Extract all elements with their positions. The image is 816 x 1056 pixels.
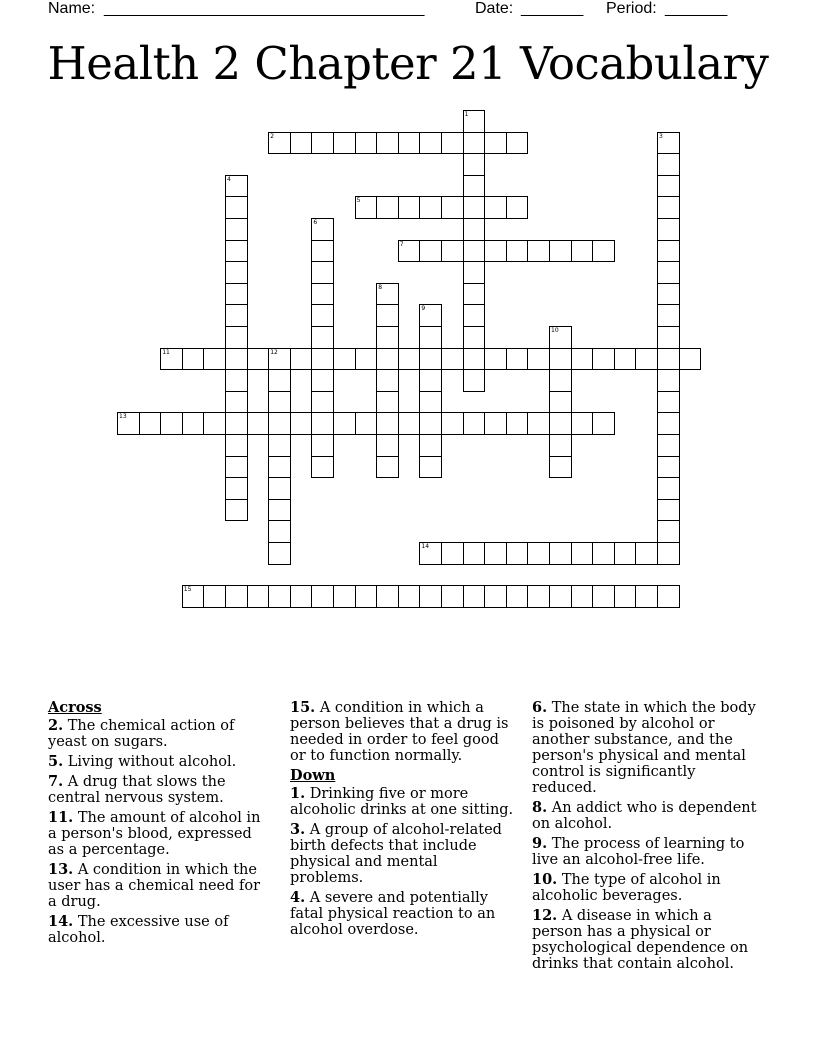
grid-cell[interactable] [225, 196, 248, 219]
down-heading: Down [290, 767, 336, 784]
grid-cell[interactable] [225, 218, 248, 241]
grid-cell[interactable] [376, 304, 399, 327]
grid-cell[interactable] [311, 434, 334, 457]
grid-cell[interactable] [484, 132, 507, 155]
grid-cell[interactable] [376, 434, 399, 457]
clue-down-4: 4. A severe and potentially fatal physical reaction to an alcohol overdose. [290, 889, 496, 938]
grid-cell[interactable] [549, 348, 572, 371]
grid-cell[interactable] [484, 240, 507, 263]
clue-across-2: 2. The chemical action of yeast on sugars. [48, 717, 235, 750]
grid-cell[interactable] [398, 132, 421, 155]
grid-cell[interactable] [463, 261, 486, 284]
grid-cell[interactable] [441, 348, 464, 371]
grid-cell[interactable] [506, 542, 529, 565]
grid-cell[interactable] [268, 520, 291, 543]
grid-cell[interactable] [484, 585, 507, 608]
grid-cell[interactable] [549, 585, 572, 608]
grid-cell[interactable] [268, 412, 291, 435]
grid-cell[interactable] [419, 369, 442, 392]
grid-cell[interactable] [657, 542, 680, 565]
grid-cell[interactable] [484, 196, 507, 219]
grid-cell[interactable] [657, 283, 680, 306]
grid-cell[interactable] [182, 348, 205, 371]
grid-cell[interactable] [592, 542, 615, 565]
grid-cell[interactable] [182, 412, 205, 435]
cell-number: 10 [551, 327, 559, 334]
clue-down-9: 9. The process of learning to live an alcohol-free life. [532, 835, 745, 868]
clue-down-1: 1. Drinking five or more alcoholic drinks at one sitting. [290, 785, 514, 818]
grid-cell[interactable] [506, 240, 529, 263]
grid-cell[interactable] [463, 153, 486, 176]
grid-cell[interactable] [463, 369, 486, 392]
grid-cell[interactable] [225, 412, 248, 435]
grid-cell[interactable] [225, 326, 248, 349]
cell-number: 1 [464, 111, 469, 118]
grid-cell[interactable] [657, 304, 680, 327]
grid-cell[interactable] [657, 348, 680, 371]
grid-cell[interactable] [268, 499, 291, 522]
grid-cell[interactable] [549, 326, 572, 349]
grid-cell[interactable] [203, 412, 226, 435]
grid-cell[interactable] [355, 132, 378, 155]
grid-cell[interactable] [463, 110, 486, 133]
grid-cell[interactable] [549, 240, 572, 263]
cell-number: 11 [162, 348, 170, 356]
grid-cell[interactable] [333, 585, 356, 608]
grid-cell[interactable] [463, 304, 486, 327]
middle-clues-column [290, 700, 515, 942]
grid-cell[interactable] [549, 412, 572, 435]
across-clues-column [48, 700, 270, 950]
cell-number: 6 [313, 219, 318, 226]
grid-cell[interactable] [657, 196, 680, 219]
grid-cell[interactable] [506, 412, 529, 435]
grid-cell[interactable] [657, 585, 680, 608]
period-line[interactable]: _______ [665, 0, 728, 17]
grid-cell[interactable] [355, 196, 378, 219]
grid-cell[interactable] [527, 240, 550, 263]
grid-cell[interactable] [614, 348, 637, 371]
grid-cell[interactable] [311, 132, 334, 155]
grid-cell[interactable] [311, 348, 334, 371]
grid-cell[interactable] [225, 499, 248, 522]
cell-number: 7 [399, 240, 404, 248]
cell-number: 13 [119, 413, 127, 421]
period-label: Period: [606, 0, 657, 17]
clue-down-6: 6. The state in which the body is poisoned by alcohol or another substance, and the person's physical and mental control is significantly reduced. [532, 699, 756, 796]
down-clues-column [532, 700, 764, 976]
grid-cell[interactable] [333, 348, 356, 371]
grid-cell[interactable] [419, 326, 442, 349]
grid-cell[interactable] [657, 261, 680, 284]
grid-cell[interactable] [376, 585, 399, 608]
grid-cell[interactable] [419, 391, 442, 414]
clue-down-3: 3. A group of alcohol-related birth defects that include physical and mental problems. [290, 821, 502, 886]
cell-number: 15 [183, 586, 192, 594]
grid-cell[interactable] [549, 542, 572, 565]
grid-cell[interactable] [225, 304, 248, 327]
grid-cell[interactable] [225, 585, 248, 608]
clue-down-8: 8. An addict who is dependent on alcohol. [532, 799, 757, 832]
grid-cell[interactable] [657, 499, 680, 522]
grid-cell[interactable] [225, 391, 248, 414]
grid-cell[interactable] [441, 412, 464, 435]
grid-cell[interactable] [333, 132, 356, 155]
grid-cell[interactable] [398, 585, 421, 608]
grid-cell[interactable] [549, 456, 572, 479]
grid-cell[interactable] [441, 585, 464, 608]
grid-cell[interactable] [635, 542, 658, 565]
grid-cell[interactable] [419, 240, 442, 263]
date-line[interactable]: _______ [521, 0, 584, 17]
grid-cell[interactable] [419, 304, 442, 327]
grid-cell[interactable] [376, 196, 399, 219]
grid-cell[interactable] [225, 240, 248, 263]
grid-cell[interactable] [419, 542, 442, 565]
grid-cell[interactable] [463, 218, 486, 241]
grid-cell[interactable] [311, 585, 334, 608]
grid-cell[interactable] [268, 434, 291, 457]
grid-cell[interactable] [398, 412, 421, 435]
grid-cell[interactable] [311, 240, 334, 263]
grid-cell[interactable] [592, 412, 615, 435]
grid-cell[interactable] [657, 456, 680, 479]
cell-number: 5 [356, 197, 361, 205]
grid-cell[interactable] [160, 412, 183, 435]
grid-cell[interactable] [657, 132, 680, 155]
grid-cell[interactable] [268, 477, 291, 500]
grid-cell[interactable] [592, 585, 615, 608]
grid-cell[interactable] [311, 391, 334, 414]
grid-cell[interactable] [463, 175, 486, 198]
grid-cell[interactable] [311, 261, 334, 284]
grid-cell[interactable] [657, 240, 680, 263]
name-line[interactable]: ____________________________________ [104, 0, 425, 17]
grid-cell[interactable] [203, 348, 226, 371]
cell-number: 12 [270, 348, 278, 356]
grid-cell[interactable] [225, 261, 248, 284]
cell-number: 8 [378, 283, 383, 291]
grid-cell[interactable] [441, 542, 464, 565]
grid-cell[interactable] [376, 348, 399, 371]
clue-down-12: 12. A disease in which a person has a physical or psychological dependence on drinks that contain alcohol. [532, 907, 749, 972]
grid-cell[interactable] [290, 585, 313, 608]
grid-cell[interactable] [376, 283, 399, 306]
cell-number: 4 [227, 175, 231, 183]
grid-cell[interactable] [398, 240, 421, 263]
grid-cell[interactable] [527, 412, 550, 435]
grid-cell[interactable] [182, 585, 205, 608]
page-title: Health 2 Chapter 21 Vocabulary [47, 37, 769, 90]
clue-across-11: 11. The amount of alcohol in a person's blood, expressed as a percentage. [48, 809, 261, 858]
grid-cell[interactable] [225, 477, 248, 500]
grid-cell[interactable] [311, 218, 334, 241]
grid-cell[interactable] [333, 412, 356, 435]
grid-cell[interactable] [549, 434, 572, 457]
cell-number: 14 [421, 543, 430, 550]
date-label: Date: [475, 0, 514, 17]
grid-cell[interactable] [355, 412, 378, 435]
grid-cell[interactable] [419, 434, 442, 457]
grid-cell[interactable] [311, 369, 334, 392]
grid-cell[interactable] [311, 326, 334, 349]
grid-cell[interactable] [290, 348, 313, 371]
grid-cell[interactable] [419, 196, 442, 219]
grid-cell[interactable] [441, 196, 464, 219]
grid-cell[interactable] [679, 348, 702, 371]
grid-cell[interactable] [463, 283, 486, 306]
grid-cell[interactable] [506, 196, 529, 219]
clue-across-7: 7. A drug that slows the central nervous system. [48, 773, 226, 806]
grid-cell[interactable] [398, 348, 421, 371]
grid-cell[interactable] [247, 585, 270, 608]
grid-cell[interactable] [549, 369, 572, 392]
grid-cell[interactable] [657, 153, 680, 176]
grid-cell[interactable] [484, 412, 507, 435]
grid-cell[interactable] [592, 240, 615, 263]
grid-cell[interactable] [247, 412, 270, 435]
name-label: Name: [48, 0, 96, 17]
grid-cell[interactable] [419, 348, 442, 371]
grid-cell[interactable] [225, 348, 248, 371]
grid-cell[interactable] [225, 283, 248, 306]
grid-cell[interactable] [441, 240, 464, 263]
grid-cell[interactable] [419, 585, 442, 608]
grid-cell[interactable] [225, 369, 248, 392]
grid-cell[interactable] [311, 304, 334, 327]
grid-cell[interactable] [376, 391, 399, 414]
grid-cell[interactable] [463, 196, 486, 219]
grid-cell[interactable] [484, 542, 507, 565]
grid-cell[interactable] [463, 348, 486, 371]
grid-cell[interactable] [506, 585, 529, 608]
grid-cell[interactable] [268, 585, 291, 608]
grid-cell[interactable] [419, 412, 442, 435]
grid-cell[interactable] [160, 348, 183, 371]
cell-number: 9 [421, 305, 426, 313]
grid-cell[interactable] [268, 369, 291, 392]
grid-cell[interactable] [463, 132, 486, 155]
grid-cell[interactable] [268, 542, 291, 565]
grid-cell[interactable] [571, 542, 594, 565]
grid-cell[interactable] [419, 132, 442, 155]
grid-cell[interactable] [225, 456, 248, 479]
cell-number: 2 [270, 132, 275, 140]
grid-cell[interactable] [225, 175, 248, 198]
grid-cell[interactable] [376, 326, 399, 349]
grid-cell[interactable] [139, 412, 162, 435]
grid-cell[interactable] [311, 283, 334, 306]
across-heading: Across [48, 699, 102, 716]
grid-cell[interactable] [463, 240, 486, 263]
grid-cell[interactable] [506, 132, 529, 155]
clue-down-10: 10. The type of alcohol in alcoholic beverages. [532, 871, 721, 904]
grid-cell[interactable] [635, 585, 658, 608]
grid-cell[interactable] [657, 412, 680, 435]
grid-cell[interactable] [571, 348, 594, 371]
grid-cell[interactable] [117, 412, 140, 435]
clue-across-5: 5. Living without alcohol. [48, 753, 237, 770]
clue-across-14: 14. The excessive use of alcohol. [48, 913, 229, 946]
grid-cell[interactable] [225, 434, 248, 457]
grid-cell[interactable] [463, 326, 486, 349]
grid-cell[interactable] [419, 456, 442, 479]
grid-cell[interactable] [376, 132, 399, 155]
grid-cell[interactable] [268, 456, 291, 479]
grid-cell[interactable] [311, 456, 334, 479]
grid-cell[interactable] [657, 369, 680, 392]
grid-cell[interactable] [614, 542, 637, 565]
grid-cell[interactable] [268, 391, 291, 414]
grid-cell[interactable] [463, 412, 486, 435]
grid-cell[interactable] [463, 542, 486, 565]
grid-cell[interactable] [355, 348, 378, 371]
grid-cell[interactable] [527, 542, 550, 565]
grid-cell[interactable] [657, 434, 680, 457]
grid-cell[interactable] [657, 326, 680, 349]
grid-cell[interactable] [376, 412, 399, 435]
cell-number: 3 [659, 132, 663, 140]
grid-cell[interactable] [398, 196, 421, 219]
grid-cell[interactable] [290, 412, 313, 435]
grid-cell[interactable] [614, 585, 637, 608]
grid-cell[interactable] [592, 348, 615, 371]
grid-cell[interactable] [484, 348, 507, 371]
grid-cell[interactable] [571, 412, 594, 435]
grid-cell[interactable] [657, 391, 680, 414]
grid-cell[interactable] [290, 132, 313, 155]
grid-cell[interactable] [247, 348, 270, 371]
clue-across-15: 15. A condition in which a person believes that a drug is needed in order to feel good or to function normally. [290, 699, 509, 764]
grid-cell[interactable] [268, 348, 291, 371]
grid-cell[interactable] [376, 369, 399, 392]
grid-cell[interactable] [311, 412, 334, 435]
grid-cell[interactable] [571, 585, 594, 608]
grid-cell[interactable] [203, 585, 226, 608]
grid-cell[interactable] [657, 218, 680, 241]
grid-cell[interactable] [657, 175, 680, 198]
grid-cell[interactable] [549, 391, 572, 414]
grid-cell[interactable] [506, 348, 529, 371]
grid-cell[interactable] [268, 132, 291, 155]
grid-cell[interactable] [527, 348, 550, 371]
grid-cell[interactable] [527, 585, 550, 608]
grid-cell[interactable] [355, 585, 378, 608]
grid-cell[interactable] [376, 456, 399, 479]
grid-cell[interactable] [657, 520, 680, 543]
clue-across-13: 13. A condition in which the user has a chemical need for a drug. [48, 861, 261, 910]
grid-cell[interactable] [657, 477, 680, 500]
grid-cell[interactable] [635, 348, 658, 371]
grid-cell[interactable] [463, 585, 486, 608]
grid-cell[interactable] [571, 240, 594, 263]
grid-cell[interactable] [441, 132, 464, 155]
